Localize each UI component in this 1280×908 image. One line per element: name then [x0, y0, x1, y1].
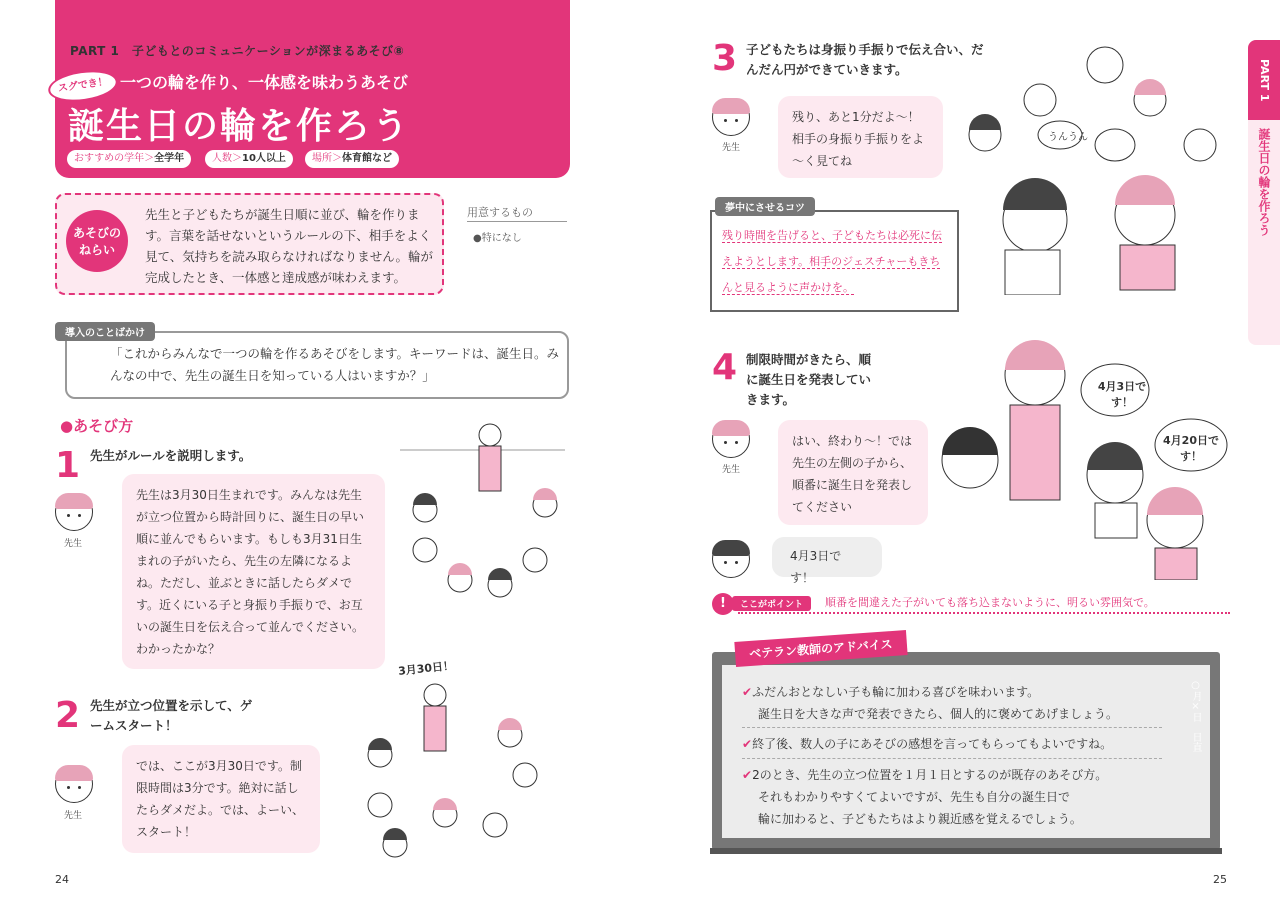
illustration-circle-start	[345, 665, 570, 875]
speech-april20: 4月20日です！	[1163, 434, 1219, 463]
step-text: 先生が立つ位置を示して、ゲームスタート！	[90, 698, 253, 733]
tips-text: 残り時間を告げると、子どもたちは必死に伝えようとします。相手のジェスチャーもきちんと見るように声かけを。	[722, 229, 942, 294]
step-text: 子どもたちは身振り手振りで伝え合い、だんだん円ができていきます。	[746, 42, 984, 77]
illustration-gesture-children	[965, 35, 1230, 295]
speech-unun: うんうん	[1048, 132, 1088, 143]
speech-bubble: 先生は3月30日生まれです。みんなは先生が立つ位置から時計回りに、誕生日の早い順に並んでもらいます。もしも3月31日生まれの子がいたら、先生の左隣になるよね。ただし、並ぶときに話したらダメです。近くにいる子と身振り手振りで、お互いの誕生日を伝え合って並んでください。わかったかな？	[122, 474, 385, 669]
prep-title: 用意するもの	[467, 206, 533, 219]
page-title: 誕生日の輪を作ろう	[68, 106, 411, 147]
sugu-badge: スグでき！	[46, 66, 119, 105]
advice-item: ✔終了後、数人の子にあそびの感想を言ってもらってもよいですね。	[742, 737, 1113, 751]
advice-tag: ベテラン教師のアドバイス	[734, 630, 907, 667]
point-divider	[738, 612, 1230, 614]
tag-grade: おすすめの学年＞全学年	[67, 150, 191, 168]
step-number: 4	[712, 347, 738, 388]
page-subtitle: 一つの輪を作り、一体感を味わうあそび	[120, 73, 409, 92]
child-speech-bubble: 4月3日です！	[772, 537, 882, 577]
illustration-circle-children	[395, 410, 570, 610]
asobi-heading: ●あそび方	[60, 417, 134, 435]
point-text: 順番を間違えた子がいても落ち込まないように、明るい雰囲気で。	[825, 596, 1155, 609]
aim-badge: あそびの ねらい	[66, 210, 128, 272]
teacher-face-icon	[55, 493, 93, 531]
advice-item: ✔2のとき、先生の立つ位置を１月１日とするのが既存のあそび方。 それもわかりやすくてよいですが、先生も自分の誕生日で 輪に加わると、子どもたちはより親近感を覚えるでしょう。	[742, 768, 1108, 826]
tag-place: 場所＞体育館など	[305, 150, 399, 168]
teacher-face-icon	[712, 420, 750, 458]
point-tag: ここがポイント	[732, 596, 811, 611]
prep-item: ●特になし	[473, 233, 522, 244]
speech-bubble: はい、終わり～！では先生の左側の子から、順番に誕生日を発表してください	[778, 420, 928, 525]
side-tab-title: 誕生日の輪を作ろう	[1257, 128, 1271, 236]
intro-text: 「これからみんなで一つの輪を作るあそびをします。キーワードは、誕生日。みんなの中で、先生の誕生日を知っている人はいますか？」	[110, 346, 560, 383]
teacher-face-icon	[712, 98, 750, 136]
teacher-label: 先生	[64, 811, 83, 821]
step-number: 2	[55, 695, 81, 736]
advice-divider	[742, 758, 1162, 759]
page-number-left: 24	[55, 873, 69, 886]
side-tab-part: PART 1	[1248, 40, 1280, 120]
advice-divider	[742, 727, 1162, 728]
tag-people: 人数＞10人以上	[205, 150, 293, 168]
board-side-note: ○月×日 日直	[1190, 680, 1201, 752]
step-number: 1	[55, 445, 81, 486]
prep-divider	[467, 221, 567, 222]
intro-tag: 導入のことばかけ	[55, 322, 155, 341]
aim-text: 先生と子どもたちが誕生日順に並び、輪を作ります。言葉を話せないというルールの下、相手をよく見て、気持ちを読み取らなければなりません。輪が完成したとき、一体感と達成感が味わえます。	[145, 207, 434, 285]
part-label: PART 1 子どもとのコミュニケーションが深まるあそび⑧	[70, 44, 405, 58]
step-number: 3	[712, 38, 738, 79]
teacher-label: 先生	[722, 143, 741, 153]
teacher-face-icon	[55, 765, 93, 803]
child-face-icon	[712, 540, 750, 578]
date-exclaim: 3月30日！	[397, 659, 455, 678]
step-text: 先生がルールを説明します。	[90, 448, 252, 463]
page-number-right: 25	[1213, 873, 1227, 886]
speech-bubble: 残り、あと1分だよ～！相手の身振り手振りをよ～く見てね	[778, 96, 943, 178]
tips-tag: 夢中にさせるコツ	[715, 197, 815, 216]
point-icon: !	[712, 593, 734, 615]
blackboard-ledge	[710, 848, 1222, 854]
speech-april3: 4月3日です！	[1097, 380, 1147, 409]
teacher-label: 先生	[722, 465, 741, 475]
advice-item: ✔ふだんおとなしい子も輪に加わる喜びを味わいます。 誕生日を大きな声で発表できたら、個人的に褒めてあげましょう。	[742, 685, 1119, 721]
teacher-label: 先生	[64, 539, 83, 549]
speech-bubble: では、ここが3月30日です。制限時間は3分です。絶対に話したらダメだよ。では、よーい、スタート！	[122, 745, 320, 853]
step-text: 制限時間がきたら、順に誕生日を発表していきます。	[746, 352, 872, 407]
